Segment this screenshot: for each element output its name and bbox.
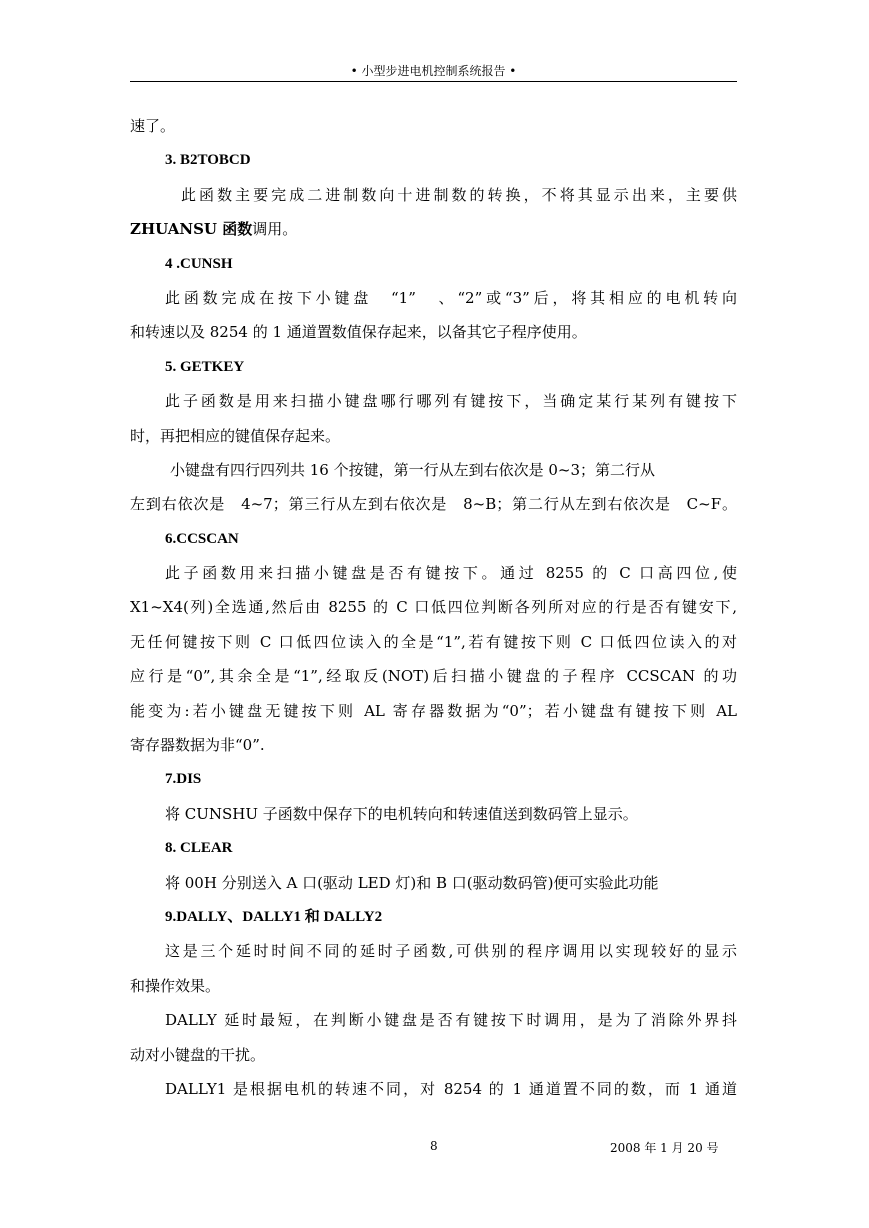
function-name: ZHUANSU 函数 [130,220,253,239]
body-line: X1~X4(列)全选通,然后由 8255 的 C 口低四位判断各列所对应的行是否有键安下, [130,598,737,617]
body-line: 无任何键按下则 C 口低四位读入的全是“1”,若有键按下则 C 口低四位读入的对 [130,632,737,651]
body-line: 速了。 [130,117,176,135]
body-line: DALLY 延时最短，在判断小键盘是否有键按下时调用，是为了消除外界抖 [165,1011,737,1030]
body-line: 小键盘有四行四列共 16 个按键，第一行从左到右依次是 0~3；第二行从 [170,460,656,479]
body-line: 应行是“0”,其余全是“1”,经取反(NOT)后扫描小键盘的子程序 CCSCAN 的功 [130,667,737,686]
body-line: 左到右依次是 4~7；第三行从左到右依次是 8~B；第二行从左到右依次是 C~F。 [130,495,737,514]
body-line: 此子函数用来扫描小键盘是否有键按下。通过 8255 的 C 口高四位,使 [165,564,737,583]
header-rule [130,81,737,82]
section-heading: 6.CCSCAN [165,530,239,547]
body-line: DALLY1 是根据电机的转速不同，对 8254 的 1 通道置不同的数，而 1 通道 [165,1079,737,1098]
body-line: 此函数完成在按下小键盘 “1” 、“2”或“3”后，将其相应的电机转向 [165,288,737,307]
section-heading: 5. GETKEY [165,358,245,375]
body-line: 时，再把相应的键值保存起来。 [130,426,341,445]
body-line: 和转速以及 8254 的 1 通道置数值保存起来，以备其它子程序使用。 [130,323,587,342]
running-header: • 小型步进电机控制系统报告 • [350,64,517,78]
section-heading: 7.DIS [165,771,202,788]
body-text: 调用。 [252,220,298,239]
body-line: 和操作效果。 [130,976,221,995]
section-heading: 4 .CUNSH [165,255,233,272]
section-heading: 8. CLEAR [165,840,233,857]
body-line: 将 00H 分别送入 A 口(驱动 LED 灯)和 B 口(驱动数码管)便可实验此功能 [165,873,659,892]
body-line [130,212,737,246]
body-line: 这是三个延时时间不同的延时子函数,可供别的程序调用以实现较好的显示 [165,942,737,961]
body-line: 寄存器数据为非“0”. [130,736,265,755]
body-line: 能变为:若小键盘无键按下则 AL 寄存器数据为“0”；若小键盘有键按下则 AL [130,701,737,720]
body-line: 将 CUNSHU 子函数中保存下的电机转向和转速值送到数码管上显示。 [165,804,638,823]
section-heading: 3. B2TOBCD [165,152,251,169]
body-line: 此子函数是用来扫描小键盘哪行哪列有键按下，当确定某行某列有键按下 [165,392,737,411]
page-body [130,109,737,1106]
body-line: 动对小键盘的干扰。 [130,1045,266,1064]
page-number: 8 [430,1139,438,1153]
body-line: 此函数主要完成二进制数向十进制数的转换，不将其显示出来，主要供 [181,185,737,204]
section-heading: 9.DALLY、DALLY1 和 DALLY2 [165,908,383,925]
page-date: 2008 年 1 月 20 号 [610,1141,719,1155]
